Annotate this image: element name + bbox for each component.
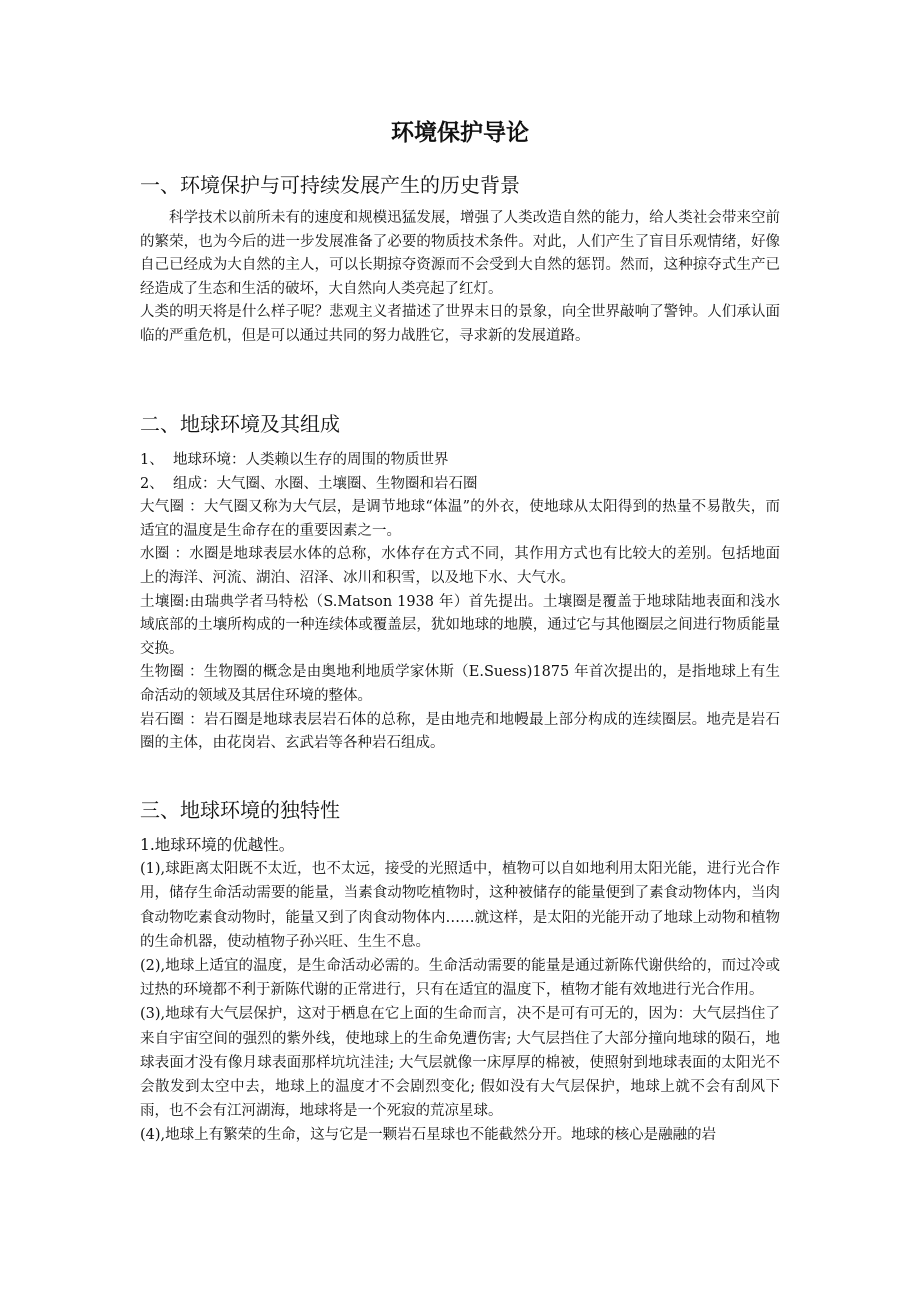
section-3-body [140,833,780,1148]
paragraph: (4),地球上有繁荣的生命，这与它是一颗岩石星球也不能截然分开。地球的核心是融融的岩 [140,1127,717,1144]
section-1-body [140,207,780,348]
paragraph-atmosphere: 大气圈 ：大气圈又称为大气层，是调节地球“体温”的外衣，使地球从太阳得到的热量不易散失，而适宜的温度是生命存在的重要因素之一。 [140,499,780,539]
list-item: 2、 组成：大气圈、水圈、土壤圈、生物圈和岩石圈 [140,475,478,492]
paragraph-hydrosphere: 水圈 ：水圈是地球表层水体的总称，水体存在方式不同，其作用方式也有比较大的差别。包括地面上的海洋、河流、湖泊、沼泽、冰川和积雪，以及地下水、大气水。 [140,546,780,586]
paragraph: (3),地球有大气层保护，这对于栖息在它上面的生命而言，决不是可有可无的，因为：大气层挡住了来自宇宙空间的强烈的紫外线，使地球上的生命免遭伤害; 大气层挡住了大部分撞向地球的陨石，地球表面才没有像月球表面那样坑坑洼洼; 大气层就像一床厚厚的棉被，使照射到地球表面的太阳光不会散发到太空中去，地球上的温度才不会剧烈变化; 假如没有大气层保护，地球上就不会有刮风下雨，也不会有江河湖海，地球将是一个死寂的荒凉星球。 [140,1006,780,1120]
paragraph: 人类的明天将是什么样子呢？悲观主义者描述了世界末日的景象，向全世界敲响了警钟。人们承认面临的严重危机，但是可以通过共同的努力战胜它，寻求新的发展道路。 [140,304,780,344]
section-2-heading: 二、地球环境及其组成 [140,412,340,436]
document-title: 环境保护导论 [391,119,529,146]
paragraph-lithosphere: 岩石圈 ：岩石圈是地球表层岩石体的总称，是由地壳和地幔最上部分构成的连续圈层。地壳是岩石圈的主体，由花岗岩、玄武岩等各种岩石组成。 [140,711,780,752]
paragraph-biosphere: 生物圈 ：生物圈的概念是由奥地利地质学家休斯（E.Suess)1875 年首次提出的，是指地球上有生命活动的领域及其居住环境的整体。 [140,664,780,704]
list-item: 1、 地球环境：人类赖以生存的周围的物质世界 [140,452,449,468]
section-3-heading: 三、地球环境的独特性 [140,798,340,822]
section-1-heading: 一、环境保护与可持续发展产生的历史背景 [140,173,520,197]
paragraph-pedosphere: 土壤圈:由瑞典学者马特松（S.Matson 1938 年）首先提出。土壤圈是覆盖于地球陆地表面和浅水域底部的土壤所构成的一种连续体或覆盖层，犹如地球的地膜，通过它与其他圈层之间进行物质能量交换。 [140,593,780,657]
section-2-body [140,449,780,756]
paragraph: 科学技术以前所未有的速度和规模迅猛发展，增强了人类改造自然的能力，给人类社会带来空前的繁荣，也为今后的进一步发展准备了必要的物质技术条件。对此，人们产生了盲目乐观情绪，好像自己已经成为大自然的主人，可以长期掠夺资源而不会受到大自然的惩罚。然而，这种掠夺式生产已经造成了生态和生活的破坏，大自然向人类亮起了红灯。 [140,210,780,297]
subheading: 1.地球环境的优越性。 [140,836,295,854]
paragraph: (2),地球上适宜的温度，是生命活动必需的。生命活动需要的能量是通过新陈代谢供给的，而过冷或过热的环境都不利于新陈代谢的正常进行，只有在适宜的温度下，植物才能有效地进行光合作用。 [140,958,780,999]
paragraph: (1),球距离太阳既不太近，也不太远，接受的光照适中，植物可以自如地利用太阳光能，进行光合作用，储存生命活动需要的能量，当素食动物吃植物时，这种被储存的能量便到了素食动物体内，当肉食动物吃素食动物时，能量又到了肉食动物体内……就这样，是太阳的光能开动了地球上动物和植物的生命机器，使动植物子孙兴旺、生生不息。 [140,861,780,950]
